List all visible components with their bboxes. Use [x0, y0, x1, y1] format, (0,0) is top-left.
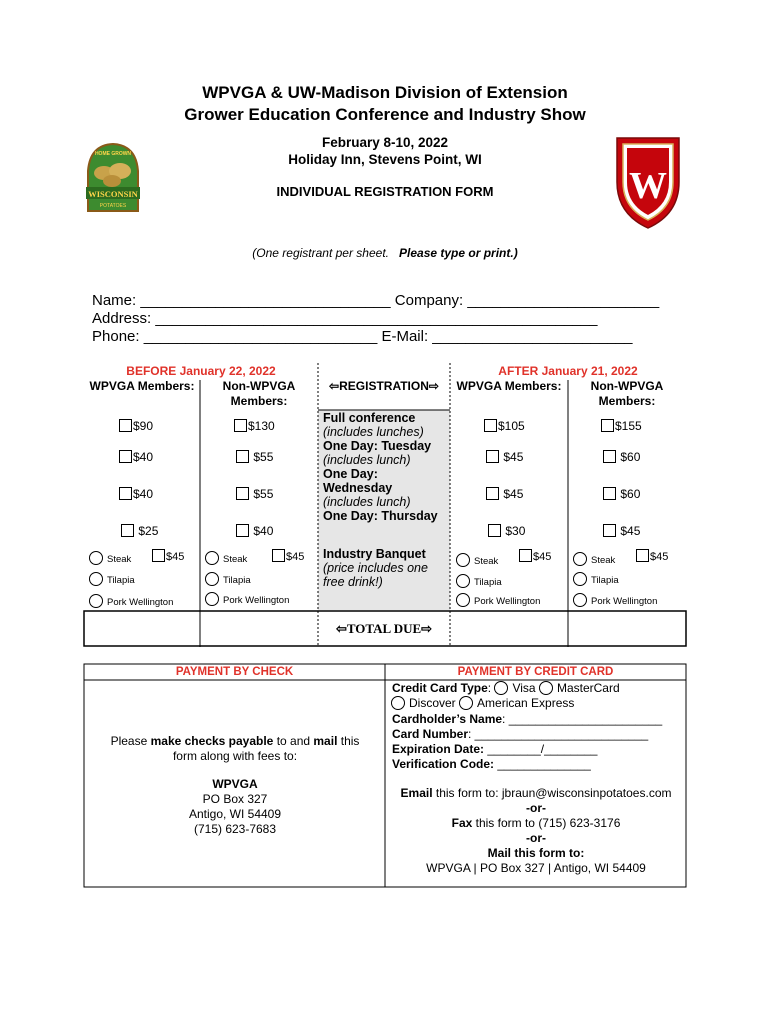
before-date-header: BEFORE January 22, 2022	[126, 364, 276, 378]
total-due-member-before-input[interactable]	[86, 613, 198, 644]
price: $55	[253, 450, 274, 464]
note-bold: Please type or print.)	[399, 246, 518, 260]
org-name: WPVGA	[212, 777, 258, 791]
address-field[interactable]: Address: _____________________________________________________	[92, 310, 598, 327]
wednesday-label-2: Wednesday	[323, 481, 393, 495]
wednesday-label-1: One Day:	[323, 467, 378, 481]
checkbox[interactable]	[234, 419, 247, 432]
payment-by-card-header: PAYMENT BY CREDIT CARD	[457, 666, 614, 678]
total-due-nonmember-after-input[interactable]	[570, 613, 684, 644]
conference-venue: Holiday Inn, Stevens Point, WI	[288, 152, 482, 167]
label: Card Number	[392, 727, 469, 741]
text: mail	[313, 734, 338, 748]
meal-pork-col2[interactable]	[205, 592, 289, 606]
nonmembers-header-after: Non-WPVGA Members:	[590, 379, 664, 408]
price: $90	[133, 419, 154, 433]
price: $45	[620, 524, 641, 538]
radio[interactable]	[205, 551, 219, 565]
logo-text-top: HOME GROWN	[94, 151, 132, 157]
line: : _______________________	[502, 712, 663, 726]
meal-steak-col1[interactable]	[89, 551, 131, 565]
phone-email-field[interactable]: Phone: ____________________________ E-Mail: ________________________	[92, 328, 633, 345]
checkbox[interactable]	[119, 487, 132, 500]
nonmembers-header-before: Non-WPVGA Members:	[222, 379, 296, 408]
meal-label: Tilapia	[223, 575, 251, 586]
price-checkbox-tue-member-after[interactable]	[486, 450, 523, 464]
after-date-header: AFTER January 21, 2022	[498, 364, 638, 378]
checkbox[interactable]	[152, 549, 165, 562]
radio[interactable]	[89, 572, 103, 586]
thursday-label: One Day: Thursday	[323, 509, 438, 523]
mail-address: WPVGA | PO Box 327 | Antigo, WI 54409	[426, 861, 646, 875]
radio[interactable]	[205, 572, 219, 586]
checkbox[interactable]	[486, 487, 499, 500]
full-conference-label: Full conference	[323, 411, 416, 425]
fax-text: this form to (715) 623-3176	[472, 816, 621, 830]
total-due-label: ⇦TOTAL DUE⇨	[335, 621, 433, 636]
cardholder-name-field[interactable]	[392, 712, 662, 727]
meal-pork-col3[interactable]	[456, 593, 540, 607]
mail-label: Mail this form to:	[487, 846, 585, 860]
or-text: -or-	[526, 831, 546, 845]
checkbox[interactable]	[236, 524, 249, 537]
checkbox[interactable]	[121, 524, 134, 537]
checkbox[interactable]	[603, 487, 616, 500]
price-checkbox-thu-member-before[interactable]	[121, 524, 158, 538]
text: Please	[110, 734, 151, 748]
crest-letter: W	[629, 165, 667, 207]
price: $130	[248, 419, 275, 433]
meal-tilapia-col4[interactable]	[573, 572, 619, 586]
meal-label: Pork Wellington	[591, 596, 658, 607]
checkbox[interactable]	[236, 450, 249, 463]
note-text: (One registrant per sheet.	[252, 246, 389, 260]
line: : __________________________	[468, 727, 649, 741]
registration-header: ⇦REGISTRATION⇨	[329, 379, 439, 393]
banquet-price-col2[interactable]	[272, 549, 304, 563]
checkbox[interactable]	[601, 419, 614, 432]
mastercard-label: MasterCard	[556, 681, 620, 695]
radio[interactable]	[89, 551, 103, 565]
card-number-field[interactable]	[392, 727, 648, 742]
wpvga-members-header-after: WPVGA Members:	[456, 379, 562, 393]
total-due-nonmember-before-input[interactable]	[202, 613, 316, 644]
meal-steak-col4[interactable]	[573, 552, 615, 566]
meal-label: Pork Wellington	[223, 595, 290, 606]
price-checkbox-thu-nonmember-before[interactable]	[236, 524, 273, 538]
card-submission-instructions	[386, 786, 686, 876]
amex-label: American Express	[477, 696, 575, 710]
checkbox[interactable]	[119, 419, 132, 432]
price-checkbox-thu-nonmember-after[interactable]	[603, 524, 640, 538]
meal-tilapia-col1[interactable]	[89, 572, 135, 586]
card-type-row: Credit Card Type: Visa MasterCard	[392, 681, 620, 695]
text: make checks payable	[150, 734, 274, 748]
city: Antigo, WI 54409	[188, 807, 282, 821]
check-instructions	[90, 734, 380, 764]
banquet-note-1: (price includes one	[323, 561, 428, 575]
checkbox[interactable]	[486, 450, 499, 463]
price: $45	[503, 450, 524, 464]
logo-text-bottom: POTATOES	[99, 203, 127, 209]
tuesday-note: (includes lunch)	[323, 453, 411, 467]
radio[interactable]	[89, 594, 103, 608]
meal-steak-col3[interactable]	[456, 553, 498, 567]
checkbox[interactable]	[488, 524, 501, 537]
banquet-label: Industry Banquet	[323, 547, 426, 561]
wednesday-note: (includes lunch)	[323, 495, 411, 509]
price-checkbox-tue-member-before[interactable]	[119, 450, 153, 464]
banquet-note-2: free drink!)	[323, 575, 383, 589]
checkbox[interactable]	[272, 549, 285, 562]
name-company-field[interactable]: Name: ______________________________ Company: _______________________	[92, 292, 660, 309]
meal-label: Tilapia	[591, 575, 619, 586]
discover-radio[interactable]	[391, 696, 405, 710]
meal-label: Tilapia	[474, 577, 502, 588]
conference-dates: February 8-10, 2022	[321, 135, 449, 150]
meal-label: Steak	[107, 554, 132, 565]
price: $40	[133, 450, 154, 464]
registration-options	[323, 411, 449, 523]
price-checkbox-tue-nonmember-before[interactable]	[236, 450, 273, 464]
checkbox[interactable]	[484, 419, 497, 432]
verification-code-field[interactable]	[392, 757, 591, 772]
price: $25	[138, 524, 159, 538]
radio[interactable]	[205, 592, 219, 606]
checkbox[interactable]	[519, 549, 532, 562]
meal-pork-col4[interactable]	[573, 593, 657, 607]
visa-radio[interactable]	[494, 681, 508, 695]
price-checkbox-wed-member-after[interactable]	[486, 487, 523, 501]
mastercard-radio[interactable]	[539, 681, 553, 695]
meal-label: Pork Wellington	[474, 596, 541, 607]
price-checkbox-wed-nonmember-before[interactable]	[236, 487, 273, 501]
card-type-label: Credit Card Type	[392, 681, 488, 695]
price-checkbox-wed-member-before[interactable]	[119, 487, 153, 501]
radio[interactable]	[456, 593, 470, 607]
label: Cardholder’s Name	[392, 712, 503, 726]
or-text: -or-	[526, 801, 546, 815]
line: ______________	[494, 757, 591, 771]
conference-title-line1: WPVGA & UW-Madison Division of Extension	[202, 83, 568, 102]
price: $45	[166, 551, 185, 563]
radio[interactable]	[573, 593, 587, 607]
price: $45	[286, 551, 305, 563]
radio[interactable]	[456, 574, 470, 588]
meal-pork-col1[interactable]	[89, 594, 173, 608]
email-label: Email	[400, 786, 433, 800]
radio[interactable]	[573, 572, 587, 586]
price-checkbox-full-nonmember-before[interactable]	[234, 419, 275, 433]
total-due-member-after-input[interactable]	[452, 613, 566, 644]
price: $155	[615, 419, 642, 433]
price: $105	[498, 419, 525, 433]
banquet-price-col4[interactable]	[636, 549, 668, 563]
price: $40	[253, 524, 274, 538]
price-checkbox-full-member-before[interactable]	[119, 419, 153, 433]
checkbox[interactable]	[236, 487, 249, 500]
price: $60	[620, 487, 641, 501]
radio[interactable]	[456, 553, 470, 567]
checkbox[interactable]	[119, 450, 132, 463]
text: this	[337, 734, 360, 748]
banquet-price-col1[interactable]	[152, 549, 184, 563]
line: ________/________	[484, 742, 598, 756]
visa-label: Visa	[512, 681, 536, 695]
fax-label: Fax	[451, 816, 473, 830]
text: to and	[273, 734, 314, 748]
meal-label: Pork Wellington	[107, 597, 174, 608]
checkbox[interactable]	[603, 450, 616, 463]
po-box: PO Box 327	[202, 792, 268, 806]
payment-by-check-header: PAYMENT BY CHECK	[175, 666, 294, 678]
checkbox[interactable]	[636, 549, 649, 562]
phone: (715) 623-7683	[193, 822, 277, 836]
meal-label: Tilapia	[107, 575, 135, 586]
price-checkbox-tue-nonmember-after[interactable]	[603, 450, 640, 464]
checkbox[interactable]	[603, 524, 616, 537]
price: $55	[253, 487, 274, 501]
discover-label: Discover	[409, 696, 456, 710]
meal-tilapia-col2[interactable]	[205, 572, 251, 586]
card-type-row-2	[391, 696, 574, 711]
meal-tilapia-col3[interactable]	[456, 574, 502, 588]
meal-label: Steak	[474, 556, 499, 567]
price-checkbox-wed-nonmember-after[interactable]	[603, 487, 640, 501]
text: form along with fees to:	[172, 749, 298, 763]
meal-label: Steak	[591, 555, 616, 566]
price: $45	[533, 551, 552, 563]
full-conference-note: (includes lunches)	[323, 425, 424, 439]
logo-text-main: WISCONSIN	[88, 189, 138, 199]
label: Verification Code:	[392, 757, 495, 771]
price: $45	[503, 487, 524, 501]
price: $60	[620, 450, 641, 464]
form-title: INDIVIDUAL REGISTRATION FORM	[276, 184, 494, 199]
conference-title-line2: Grower Education Conference and Industry Show	[184, 105, 586, 124]
price-checkbox-full-member-after[interactable]	[484, 419, 525, 433]
banquet-price-col3[interactable]	[519, 549, 551, 563]
tuesday-label: One Day: Tuesday	[323, 439, 432, 453]
meal-label: Steak	[223, 554, 248, 565]
email-text: this form to: jbraun@wisconsinpotatoes.com	[432, 786, 672, 800]
price: $30	[505, 524, 526, 538]
price-checkbox-full-nonmember-after[interactable]	[601, 419, 642, 433]
banquet-option	[323, 547, 449, 589]
price: $40	[133, 487, 154, 501]
label: Expiration Date:	[392, 742, 485, 756]
amex-radio[interactable]	[459, 696, 473, 710]
meal-steak-col2[interactable]	[205, 551, 247, 565]
radio[interactable]	[573, 552, 587, 566]
price: $45	[650, 551, 669, 563]
expiration-date-field[interactable]	[392, 742, 597, 757]
mailing-address-check	[90, 777, 380, 837]
wpvga-members-header-before: WPVGA Members:	[89, 379, 195, 393]
price-checkbox-thu-member-after[interactable]	[488, 524, 525, 538]
